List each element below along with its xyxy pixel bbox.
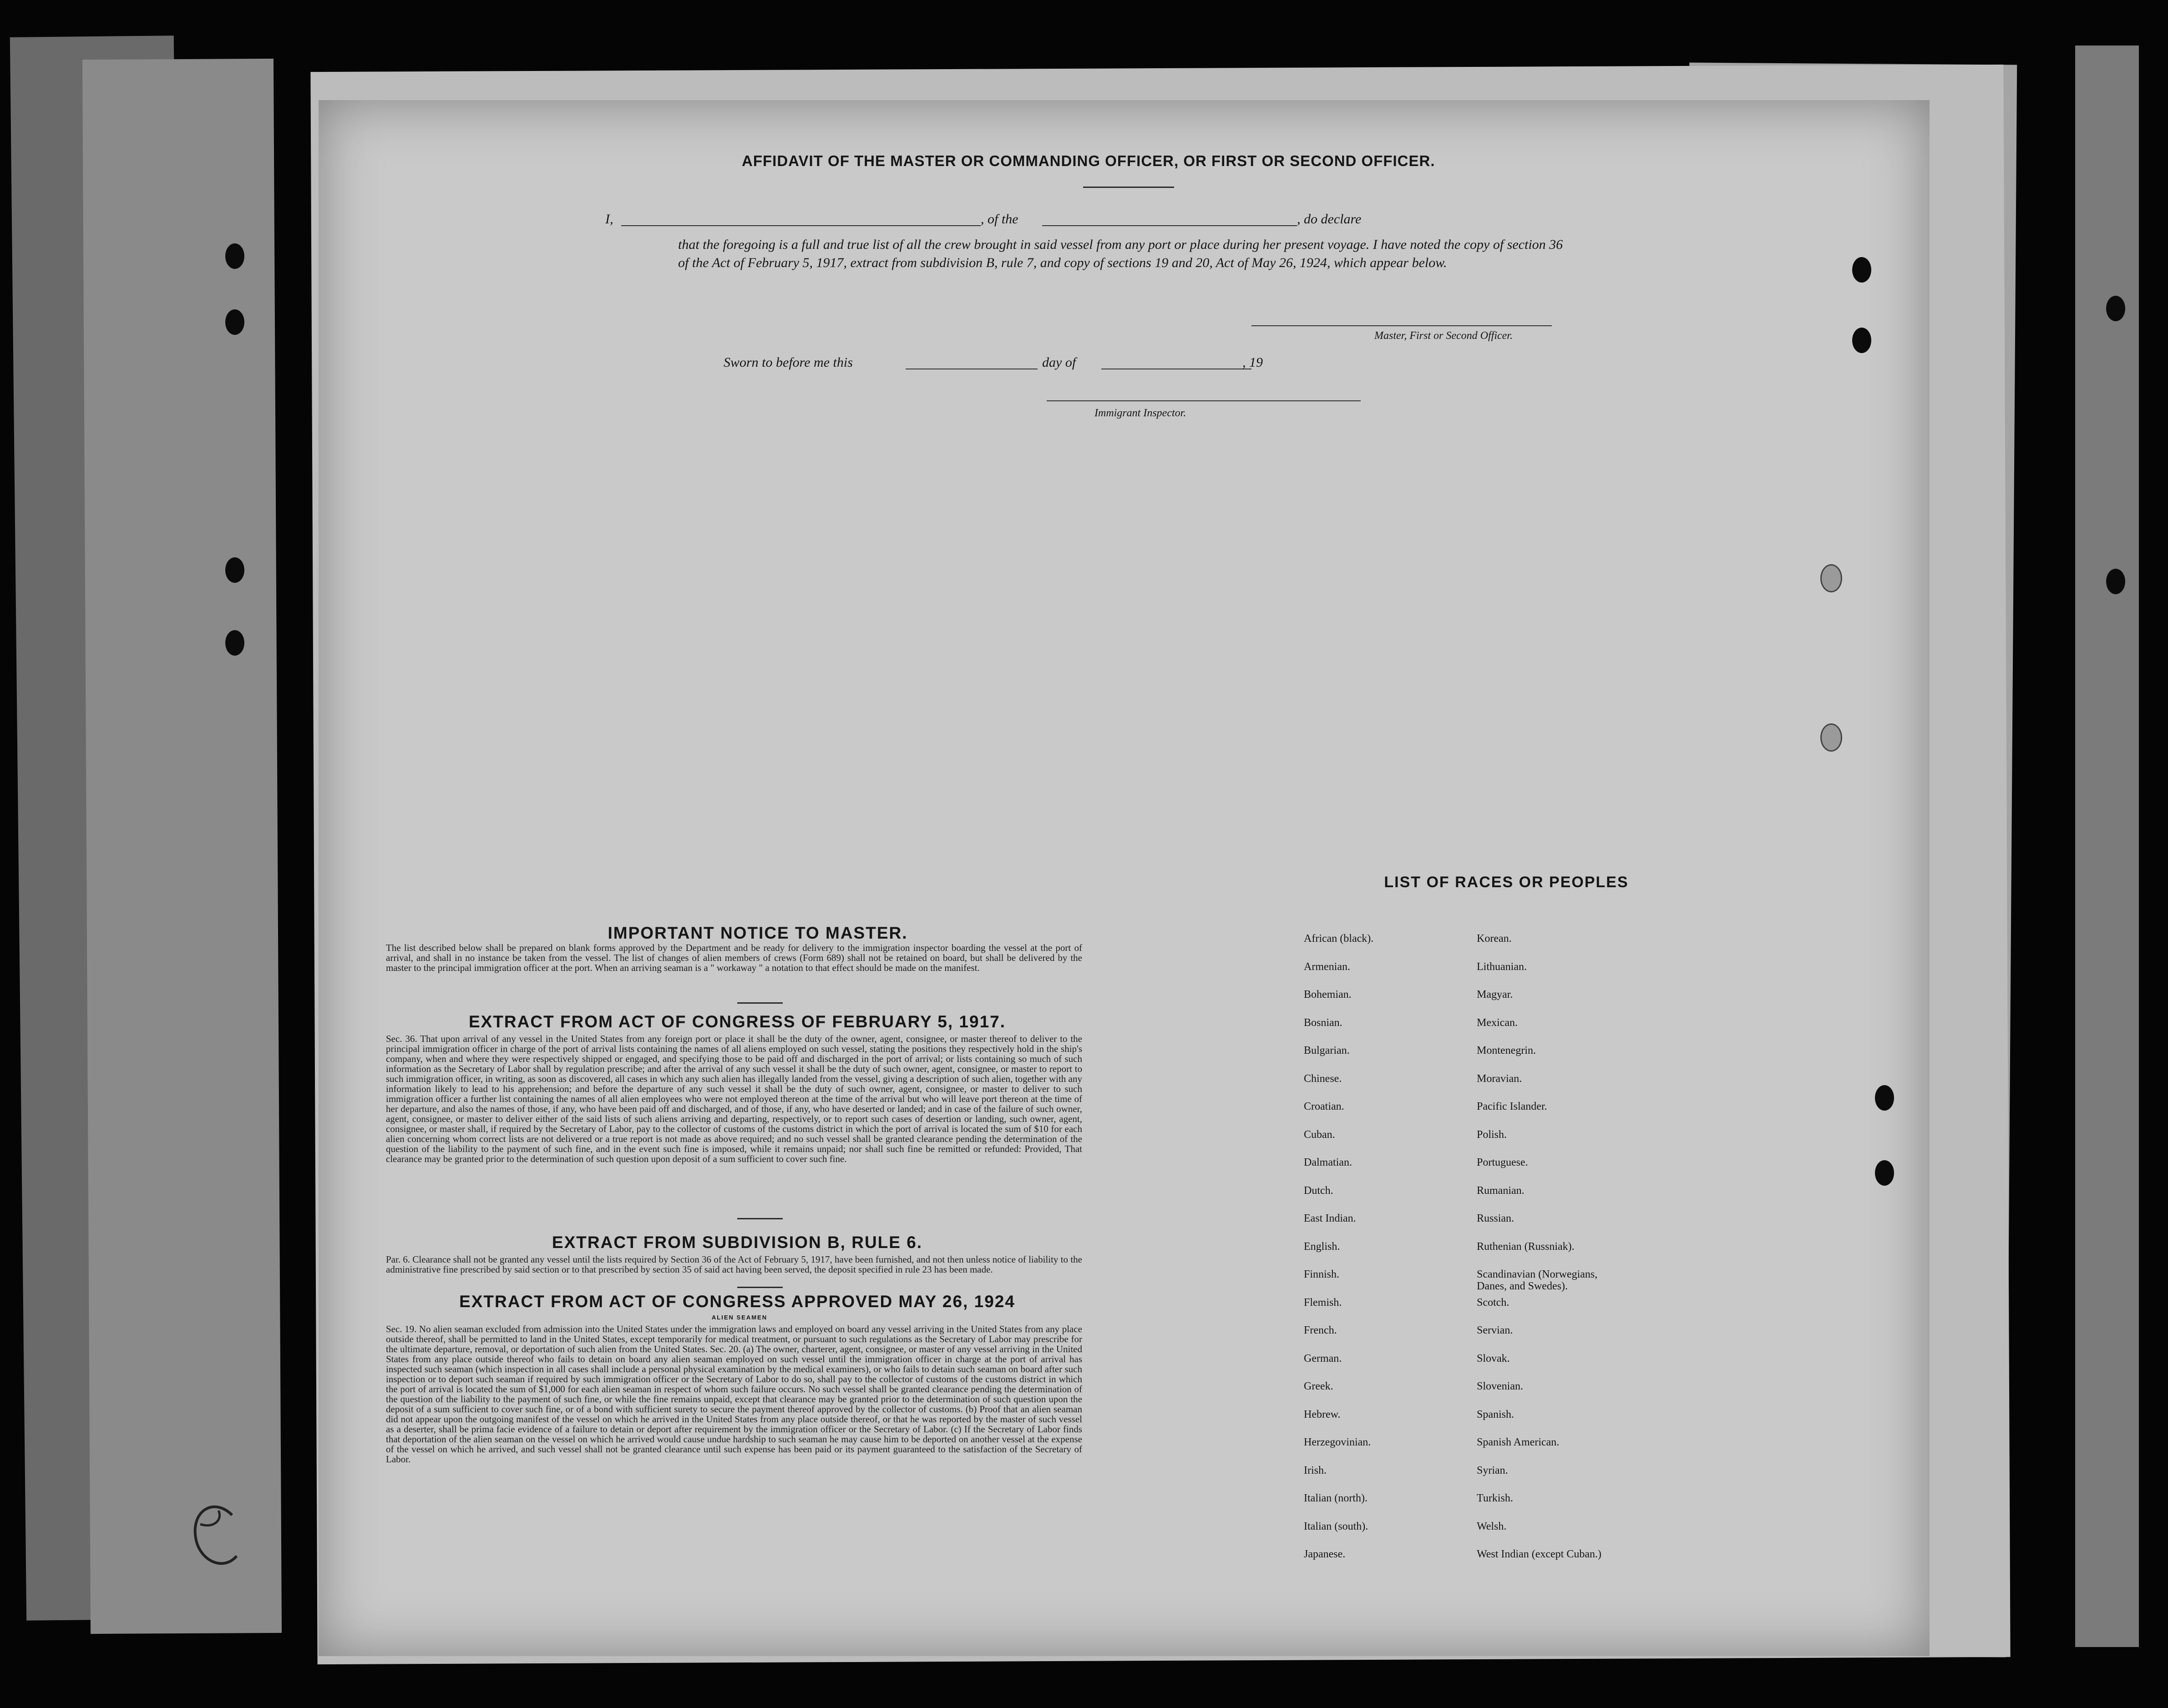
race-item: Scotch. <box>1477 1296 1509 1309</box>
races-list-right <box>1477 933 1704 1577</box>
race-item: Slovenian. <box>1477 1380 1523 1392</box>
race-item: West Indian (except Cuban.) <box>1477 1548 1601 1560</box>
race-item: Italian (south). <box>1304 1520 1368 1532</box>
extract-rule6-body: Par. 6. Clearance shall not be granted any vessel until the lists required by Section 36 of the Act of February 5, 1917, have been furnished, and not then unless notice of liability to the administrative fine prescribed by said section or to that prescribed by section 35 of said act having been served, the deposit specified in rule 23 has been made. <box>386 1254 1082 1275</box>
notice-body: The list described below shall be prepared on blank forms approved by the Department and be ready for delivery to the immigration inspector boarding the vessel at the port of arrival, and shall in no instance be taken from the vessel. The list of changes of alien members of crews (Form 689) shall not be retained on board, but shall be delivered by the master to the principal immigration officer at the port. When an arriving seaman is a " workaway " a notation to that effect should be made on the manifest. <box>386 942 1082 973</box>
punch-hole <box>225 630 244 656</box>
title-rule <box>1083 187 1174 188</box>
race-item: Slovak. <box>1477 1352 1510 1364</box>
race-item: Bohemian. <box>1304 989 1352 1001</box>
race-item: Flemish. <box>1304 1296 1342 1309</box>
race-item: Servian. <box>1477 1324 1513 1336</box>
section-rule <box>737 1287 783 1288</box>
signature-label: Master, First or Second Officer. <box>1374 330 1513 342</box>
background-sheet-right-edge <box>2075 45 2139 1647</box>
race-item: Mexican. <box>1477 1016 1518 1029</box>
race-item: African (black). <box>1304 933 1374 945</box>
race-item: Dalmatian. <box>1304 1157 1352 1168</box>
extract-1924-title: EXTRACT FROM ACT OF CONGRESS APPROVED MAY 26, 1924 <box>459 1292 1015 1311</box>
extract-1924-body: Sec. 19. No alien seaman excluded from admission into the United States under the immigration laws and employed on board any vessel arriving in the United States from any place outside thereof, shall be permitted to land in the United States, except temporarily for medical treatment, or pursuant to such regulations as the Secretary of Labor may prescribe for the ultimate departure, removal, or deportation of such alien from the United States. Sec. 20. (a) The owner, charterer, agent, consignee, or master of any vessel arriving in the United States from any place outside thereof who fails to detain on board any alien seaman employed on such vessel until the immigration officer in charge at the port of arrival has inspected such seaman (which inspection in all cases shall include a personal physical examination by the medical examiners), or who fails to detain such seaman on board after such inspection or to deport such seaman if required by such immigration officer or the Secretary of Labor to do so, shall pay to the collector of customs of the customs district in which the port of arrival is located the sum of $1,000 for each alien seaman in respect of whom such failure occurs. No such vessel shall be granted clearance pending the determination of the question of the liability to the payment of such fine, or while the fine remains unpaid, except that clearance may be granted prior to the determination of such question upon the deposit of a sum sufficient to cover such fine, or of a bond with sufficient surety to secure the payment thereof approved by the collector of customs. (b) Proof that an alien seaman did not appear upon the outgoing manifest of the vessel on which he arrived in the United States from any place outside thereof, or that he was reported by the master of such vessel as a deserter, shall be prima facie evidence of a failure to detain or deport after requirement by the immigration officer or the Secretary of Labor. (c) If the Secretary of Labor finds that deportation of the alien seaman on the vessel on which he arrived would cause undue hardship to such seaman he may cause him to be deported on another vessel at the expense of the vessel on which he arrived, and such vessel shall not be granted clearance until such expense has been paid or its payment guaranteed to the satisfaction of the Secretary of Labor. <box>386 1324 1082 1465</box>
race-item: Hebrew. <box>1304 1408 1341 1420</box>
race-item: Armenian. <box>1304 960 1350 973</box>
race-item: Rumanian. <box>1477 1184 1525 1197</box>
punch-hole <box>2106 569 2125 594</box>
punch-hole <box>225 243 244 269</box>
race-item: German. <box>1304 1352 1342 1364</box>
extract-rule6-title: EXTRACT FROM SUBDIVISION B, RULE 6. <box>552 1233 923 1252</box>
extract-1917-body: Sec. 36. That upon arrival of any vessel in the United States from any foreign port or place it shall be the duty of the owner, agent, consignee, or master thereof to deliver to the principal immigration officer in charge of the port of arrival lists containing the names of all aliens employed on such vessel, stating the positions they respectively hold in the ship's company, when and where they were respectively shipped or engaged, and specifying those to be paid off and discharged in the port of arrival; or lists containing so much of such information as the Secretary of Labor shall by regulation prescribe; and after the arrival of any such vessel it shall be the duty of such owner, agent, consignee, or master to report to such immigration officer, in writing, as soon as discovered, all cases in which any such alien has illegally landed from the vessel, giving a description of such alien, together with any information likely to lead to his apprehension; and before the departure of any such vessel it shall be the duty of such owner, agent, consignee, or master to deliver to such immigration officer a further list containing the names of all alien employees who were not employed thereon at the time of the arrival but who will leave port thereon at the time of her departure, and also the names of those, if any, who have been paid off and discharged, and of those, if any, who have deserted or landed; and in case of the failure of such owner, agent, consignee, or master to deliver either of the said lists of such aliens arriving and departing, respectively, or to report such cases of desertion or landing, such owner, agent, consignee, or master shall, if required by the Secretary of Labor, pay to the collector of customs of the customs district in which the port of arrival is located the sum of $10 for each alien concerning whom correct lists are not delivered or a true report is not made as above required; and no such vessel shall be granted clearance pending the determination of the question of the liability to the payment of such fine, and in the event such fine is imposed, while it remains unpaid; nor shall such fine be remitted or refunded: Provided, That clearance may be granted prior to the determination of such question upon deposit of a sum sufficient to cover such fine. <box>386 1033 1082 1164</box>
punch-hole <box>1820 564 1842 592</box>
race-item: Magyar. <box>1477 989 1513 1001</box>
race-item: Finnish. <box>1304 1268 1340 1280</box>
declare-i: I, <box>605 212 613 227</box>
race-item: Bosnian. <box>1304 1016 1342 1029</box>
race-item: Moravian. <box>1477 1072 1522 1085</box>
sworn-year: , 19 <box>1242 355 1263 370</box>
race-item: Pacific Islander. <box>1477 1101 1547 1112</box>
extract-1924-subtitle: ALIEN SEAMEN <box>711 1314 768 1321</box>
race-item: Lithuanian. <box>1477 960 1527 973</box>
handwritten-mark <box>187 1497 246 1574</box>
race-item: Japanese. <box>1304 1548 1346 1560</box>
sworn-day-of: day of <box>1042 355 1076 370</box>
punch-hole <box>1820 723 1842 752</box>
background-sheet-left-near <box>82 59 282 1634</box>
punch-hole <box>1875 1085 1894 1111</box>
declare-of-the: , of the <box>981 212 1018 227</box>
affidavit-body: that the foregoing is a full and true list of all the crew brought in said vessel from any port or place during her present voyage. I have noted the copy of section 36 of the Act of February 5, 1917, extract from subdivision B, rule 7, and copy of sections 19 and 20, Act of May 26, 1924, which appear below. <box>678 237 1563 270</box>
inspector-signature-field[interactable] <box>1047 400 1361 401</box>
race-item: Cuban. <box>1304 1128 1335 1141</box>
race-item: Herzegovinian. <box>1304 1436 1371 1448</box>
declare-do: , do declare <box>1297 212 1362 227</box>
races-title: LIST OF RACES OR PEOPLES <box>1384 874 1629 891</box>
section-rule <box>737 1002 783 1004</box>
section-rule <box>737 1218 783 1219</box>
race-item: Montenegrin. <box>1477 1045 1536 1056</box>
race-item: Scandinavian (Norwegians, Danes, and Swedes). <box>1477 1268 1598 1292</box>
sworn-prefix: Sworn to before me this <box>724 355 853 370</box>
race-item: Irish. <box>1304 1464 1327 1476</box>
punch-hole <box>225 557 244 583</box>
extract-1917-title: EXTRACT FROM ACT OF CONGRESS OF FEBRUARY 5, 1917. <box>468 1012 1006 1031</box>
races-list-left <box>1304 933 1486 1577</box>
race-item: French. <box>1304 1324 1337 1336</box>
race-item: Polish. <box>1477 1128 1507 1141</box>
vessel-field[interactable] <box>1042 225 1297 226</box>
race-item: Syrian. <box>1477 1464 1508 1476</box>
notice-title: IMPORTANT NOTICE TO MASTER. <box>608 924 908 942</box>
affidavit-document <box>319 100 1930 1656</box>
race-item: East Indian. <box>1304 1213 1356 1224</box>
affidavit-title: AFFIDAVIT OF THE MASTER OR COMMANDING OFFICER, OR FIRST OR SECOND OFFICER. <box>742 152 1435 169</box>
signature-field[interactable] <box>1251 325 1552 326</box>
punch-hole <box>1875 1160 1894 1186</box>
race-item: Croatian. <box>1304 1101 1344 1112</box>
race-item: Korean. <box>1477 933 1512 945</box>
race-item: Italian (north). <box>1304 1492 1368 1504</box>
race-item: Turkish. <box>1477 1492 1513 1504</box>
race-item: Spanish American. <box>1477 1436 1560 1448</box>
punch-hole <box>2106 296 2125 321</box>
inspector-label: Immigrant Inspector. <box>1094 407 1186 419</box>
race-item: Dutch. <box>1304 1184 1333 1197</box>
race-item: Bulgarian. <box>1304 1045 1350 1056</box>
race-item: Russian. <box>1477 1213 1515 1224</box>
punch-hole <box>225 309 244 335</box>
race-item: Greek. <box>1304 1380 1333 1392</box>
race-item: Welsh. <box>1477 1520 1507 1532</box>
race-item: Chinese. <box>1304 1072 1342 1085</box>
punch-hole <box>1852 328 1871 353</box>
race-item: Ruthenian (Russniak). <box>1477 1240 1575 1253</box>
race-item: Portuguese. <box>1477 1157 1528 1168</box>
race-item: Spanish. <box>1477 1408 1515 1420</box>
race-item: English. <box>1304 1240 1340 1253</box>
name-field[interactable] <box>621 225 981 226</box>
punch-hole <box>1852 257 1871 283</box>
